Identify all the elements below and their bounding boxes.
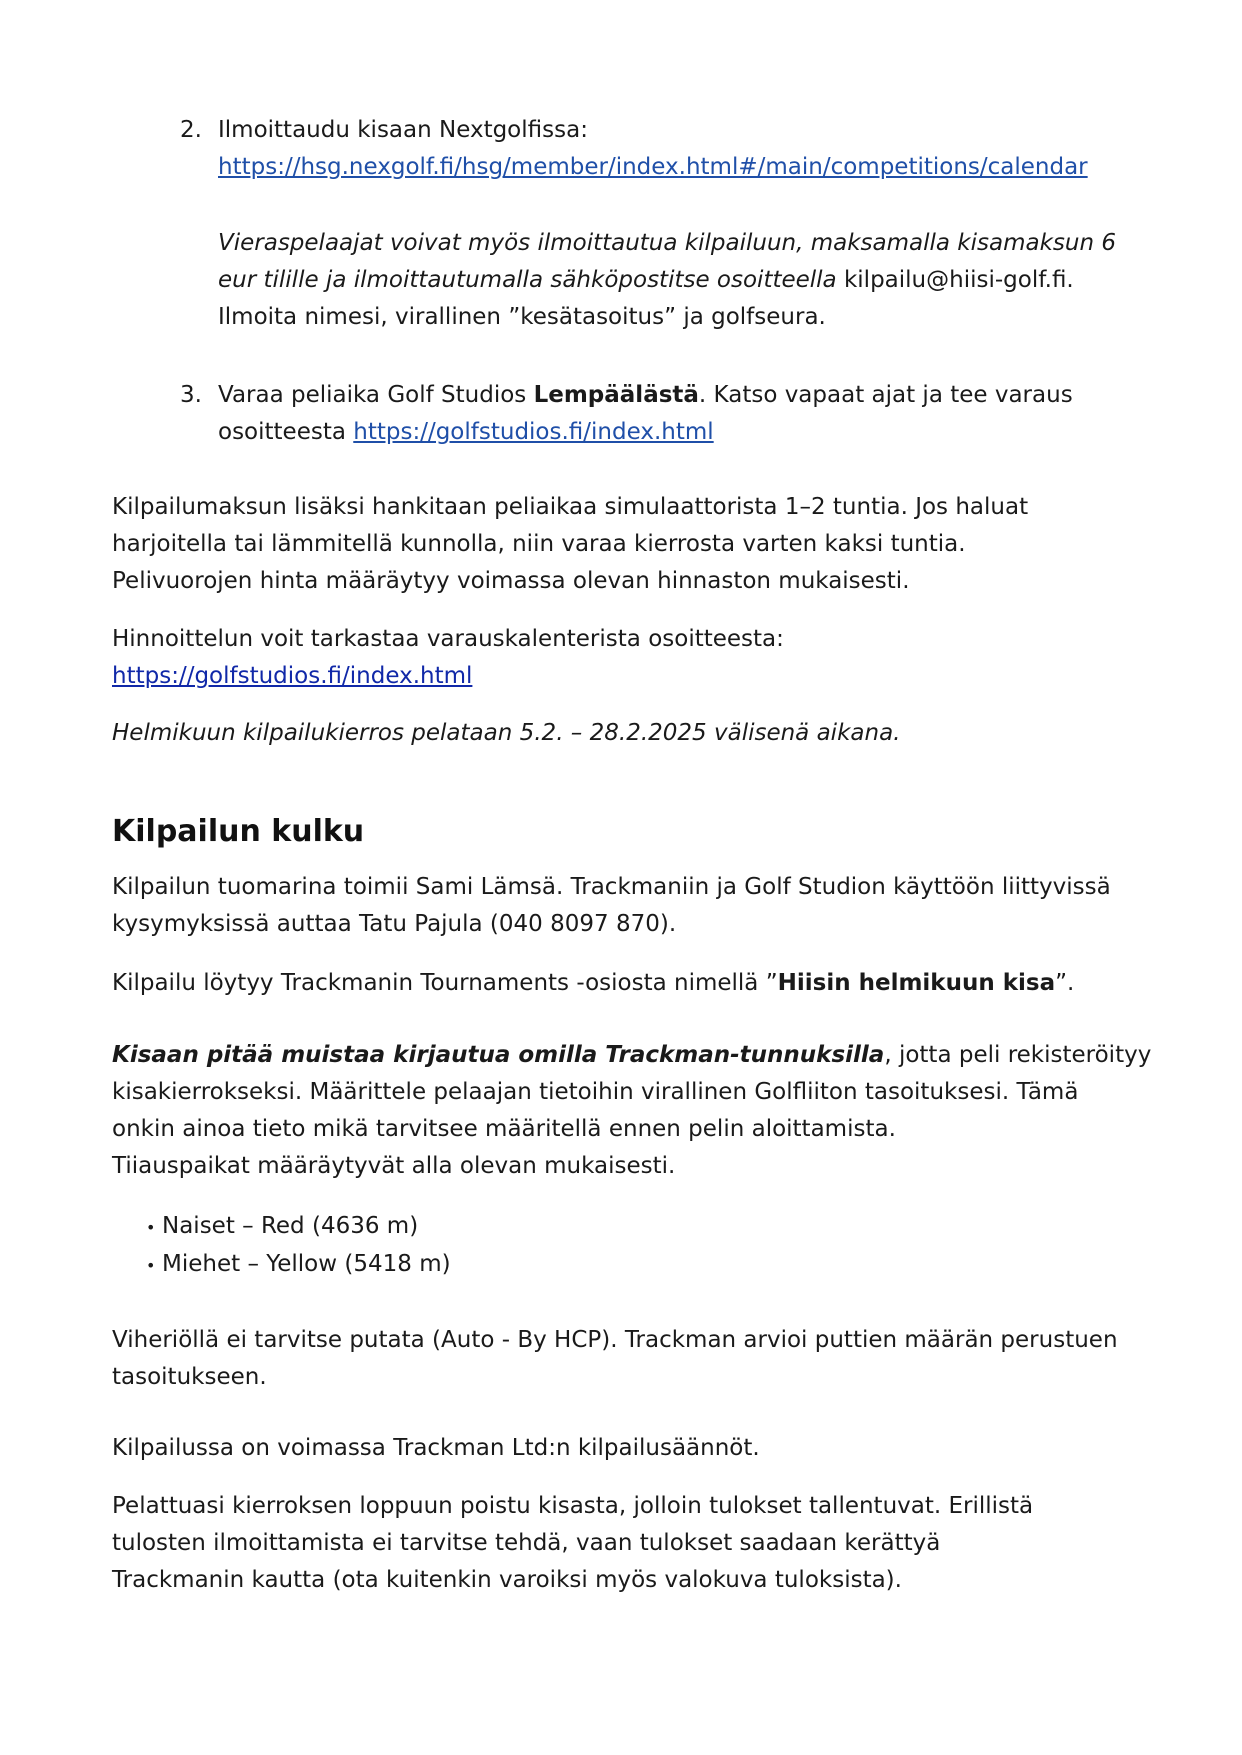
guest-note-line1: Vieraspelaajat voivat myös ilmoittautua kilpailuun, maksamalla kisamaksun 6 (218, 230, 1116, 256)
rules-line: Kilpailussa on voimassa Trackman Ltd:n kilpailusäännöt. (112, 1435, 760, 1461)
fee-line2: harjoitella tai lämmitellä kunnolla, niin varaa kierrosta varten kaksi tuntia. (112, 531, 966, 557)
fee-line1: Kilpailumaksun lisäksi hankitaan peliaikaa simulaattorista 1–2 tuntia. Jos haluat (112, 494, 1029, 520)
green-line2: tasoitukseen. (112, 1364, 267, 1390)
round-dates: Helmikuun kilpailukierros pelataan 5.2. – 28.2.2025 välisenä aikana. (112, 720, 901, 746)
item2-text: Ilmoittaudu kisaan Nextgolfissa: (218, 117, 588, 143)
bullet-dot-2: • (146, 1256, 156, 1275)
login-line3: onkin ainoa tieto mikä tarvitsee määritellä ennen pelin aloittamista. (112, 1116, 896, 1142)
guest-note-line3: Ilmoita nimesi, virallinen ”kesätasoitus” ja golfseura. (218, 304, 826, 330)
item3-line2-pre: osoitteesta (218, 419, 354, 445)
green-line1: Viheriöllä ei tarvitse putata (Auto - By HCP). Trackman arvioi puttien määrän perustuen (112, 1327, 1118, 1353)
item3-line1-post: . Katso vapaat ajat ja tee varaus (698, 382, 1073, 408)
finish-line1: Pelattuasi kierroksen loppuun poistu kisasta, jolloin tulokset tallentuvat. Erillistä (112, 1493, 1034, 1519)
pricing-line1: Hinnoittelun voit tarkastaa varauskalenterista osoitteesta: (112, 626, 784, 652)
find-line (112, 966, 1074, 1000)
finish-line3: Trackmanin kautta (ota kuitenkin varoiksi myös valokuva tuloksista). (112, 1567, 902, 1593)
tournament-name: Hiisin helmikuun kisa (777, 970, 1056, 996)
item3-line1-pre: Varaa peliaika Golf Studios (218, 382, 534, 408)
golfstudios-link-1[interactable]: https://golfstudios.fi/index.html (353, 419, 714, 445)
list-number-3: 3. (180, 382, 202, 408)
login-line2: kisakierrokseksi. Määrittele pelaajan tietoihin virallinen Golfliiton tasoituksesi. Tämä (112, 1079, 1079, 1105)
find-post: ”. (1055, 970, 1075, 996)
tee-item-men: Miehet – Yellow (5418 m) (162, 1251, 451, 1277)
nexgolf-link[interactable]: https://hsg.nexgolf.fi/hsg/member/index.html#/main/competitions/calendar (218, 154, 1088, 180)
guest-email: kilpailu@hiisi-golf.fi. (836, 267, 1074, 293)
location-bold: Lempäälästä (533, 382, 699, 408)
item3-line1 (218, 378, 1073, 412)
login-emphasis: Kisaan pitää muistaa kirjautua omilla Trackman-tunnuksilla (112, 1042, 885, 1068)
tee-item-women: Naiset – Red (4636 m) (162, 1213, 419, 1239)
judge-line1: Kilpailun tuomarina toimii Sami Lämsä. Trackmaniin ja Golf Studion käyttöön liittyvissä (112, 874, 1111, 900)
login-line1-rest: , jotta peli rekisteröityy (884, 1042, 1152, 1068)
judge-line2: kysymyksissä auttaa Tatu Pajula (040 8097 870). (112, 911, 677, 937)
section-heading: Kilpailun kulku (112, 814, 365, 849)
item3-line2 (218, 415, 714, 449)
guest-note-line2 (218, 263, 1074, 297)
login-line1 (112, 1038, 1151, 1072)
login-line4: Tiiauspaikat määräytyvät alla olevan mukaisesti. (112, 1153, 676, 1179)
list-number-2: 2. (180, 117, 202, 143)
find-pre: Kilpailu löytyy Trackmanin Tournaments -osiosta nimellä ” (112, 970, 778, 996)
golfstudios-link-2[interactable]: https://golfstudios.fi/index.html (112, 663, 473, 689)
guest-note-line2-italic: eur tilille ja ilmoittautumalla sähköpostitse osoitteella (218, 267, 837, 293)
fee-line3: Pelivuorojen hinta määräytyy voimassa olevan hinnaston mukaisesti. (112, 568, 910, 594)
finish-line2: tulosten ilmoittamista ei tarvitse tehdä, vaan tulokset saadaan kerättyä (112, 1530, 941, 1556)
bullet-dot-1: • (146, 1218, 156, 1237)
